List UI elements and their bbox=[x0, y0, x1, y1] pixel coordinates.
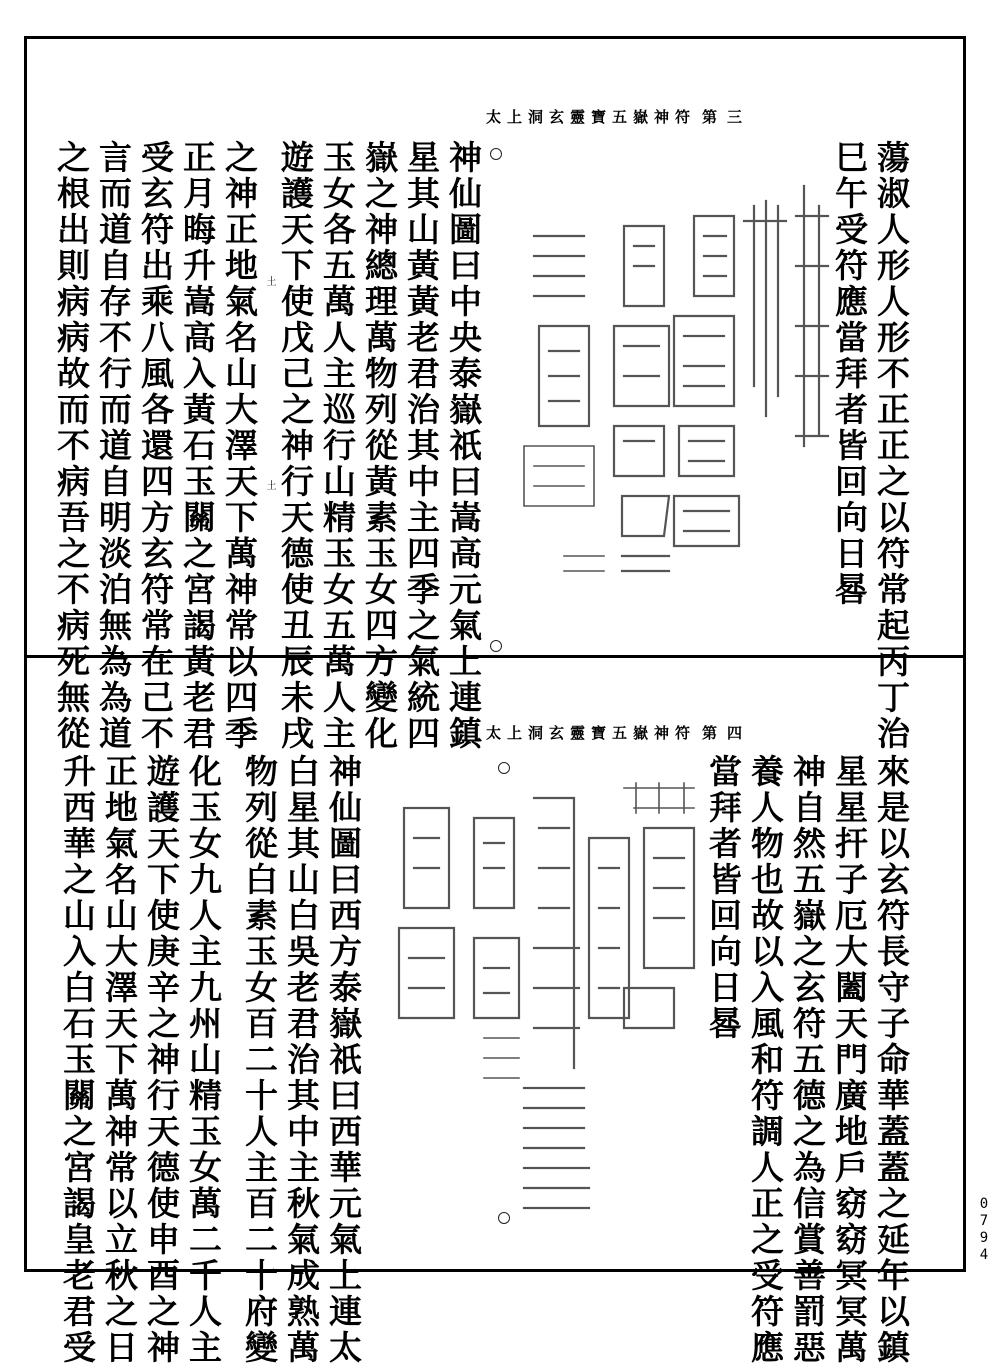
text-column: 巳午受符應當拜者皆回向日晷 bbox=[830, 140, 869, 608]
text-column: 神仙圖曰西方泰嶽祇曰西華元氣上連太 bbox=[324, 754, 363, 1366]
text-column: 受玄符出乘八風各還四方玄符常在己不 bbox=[136, 140, 175, 752]
running-head-title: 太上洞玄靈寶五嶽神符 bbox=[485, 108, 696, 126]
talisman-figure bbox=[374, 768, 704, 1228]
running-head bbox=[486, 722, 766, 743]
side-mark: 土 bbox=[264, 276, 275, 286]
text-column: 養人物也故以入風和符調人正之受符應 bbox=[746, 754, 785, 1366]
text-column: 星星扞子厄大闔天門廣地戶窈窈冥冥萬 bbox=[830, 754, 869, 1366]
text-column: 正月晦升嵩高入黃石玉關之宮謁黃老君 bbox=[178, 140, 217, 752]
folio-number: 三 bbox=[726, 108, 752, 126]
talisman-drawing bbox=[374, 768, 704, 1228]
text-column: 言而道自存不行而道自明淡泊無為為道 bbox=[94, 140, 133, 752]
circle-mark bbox=[490, 640, 502, 652]
text-column: 蕩淑人形人形不正正之以符常起丙丁治 bbox=[872, 140, 911, 752]
circle-mark bbox=[498, 762, 510, 774]
talisman-figure bbox=[504, 176, 834, 596]
text-column: 玉女各五萬人主巡行山精玉女五萬人主 bbox=[318, 140, 357, 752]
folio-label bbox=[702, 722, 752, 743]
text-column: 升西華之山入白石玉關之宮謁皇老君受 bbox=[58, 754, 97, 1366]
page-number: 0794 bbox=[976, 1196, 992, 1264]
text-column: 神仙圖曰中央泰嶽祇曰嵩高元氣上連鎮 bbox=[444, 140, 483, 752]
folio-prefix: 第 bbox=[701, 724, 727, 742]
text-column: 當拜者皆回向日晷 bbox=[704, 754, 743, 1042]
text-column: 星其山黃黃老君治其中主四季之氣統四 bbox=[402, 140, 441, 752]
text-column: 正地氣名山大澤天下萬神常以立秋之日 bbox=[100, 754, 139, 1366]
running-head bbox=[486, 106, 766, 127]
text-column: 嶽之神總理萬物列從黃素玉女四方變化 bbox=[360, 140, 399, 752]
folio-prefix: 第 bbox=[701, 108, 727, 126]
circle-mark bbox=[498, 1212, 510, 1224]
text-column: 之根出則病病故而不病吾之不病死無從 bbox=[52, 140, 91, 752]
talisman-drawing bbox=[504, 176, 834, 596]
text-column: 神自然五嶽之玄符五德之為信賞善罰惡 bbox=[788, 754, 827, 1366]
text-column: 白星其山白吳老君治其中主秋氣成熟萬 bbox=[282, 754, 321, 1366]
running-head-title: 太上洞玄靈寶五嶽神符 bbox=[485, 724, 696, 742]
folio-label bbox=[702, 106, 752, 127]
bottom-sheet bbox=[24, 658, 966, 1366]
top-sheet bbox=[24, 36, 966, 752]
text-column: 遊護天下使戊己之神行天德使丑辰未戌 bbox=[276, 140, 315, 752]
folio-number: 四 bbox=[726, 724, 752, 742]
text-column: 化玉女九人主九州山精玉女萬二千人主 bbox=[184, 754, 223, 1366]
text-column: 物列從白素玉女百二十人主百二十府變 bbox=[240, 754, 279, 1366]
circle-mark bbox=[490, 148, 502, 160]
side-mark: 土 bbox=[264, 480, 275, 490]
text-column: 之神正地氣名山大澤天下萬神常以四季 bbox=[220, 140, 259, 752]
text-column: 遊護天下使庚辛之神行天德使申酉之神 bbox=[142, 754, 181, 1366]
text-column: 來是以玄符長守子命華蓋蓋之延年以鎮 bbox=[872, 754, 911, 1366]
